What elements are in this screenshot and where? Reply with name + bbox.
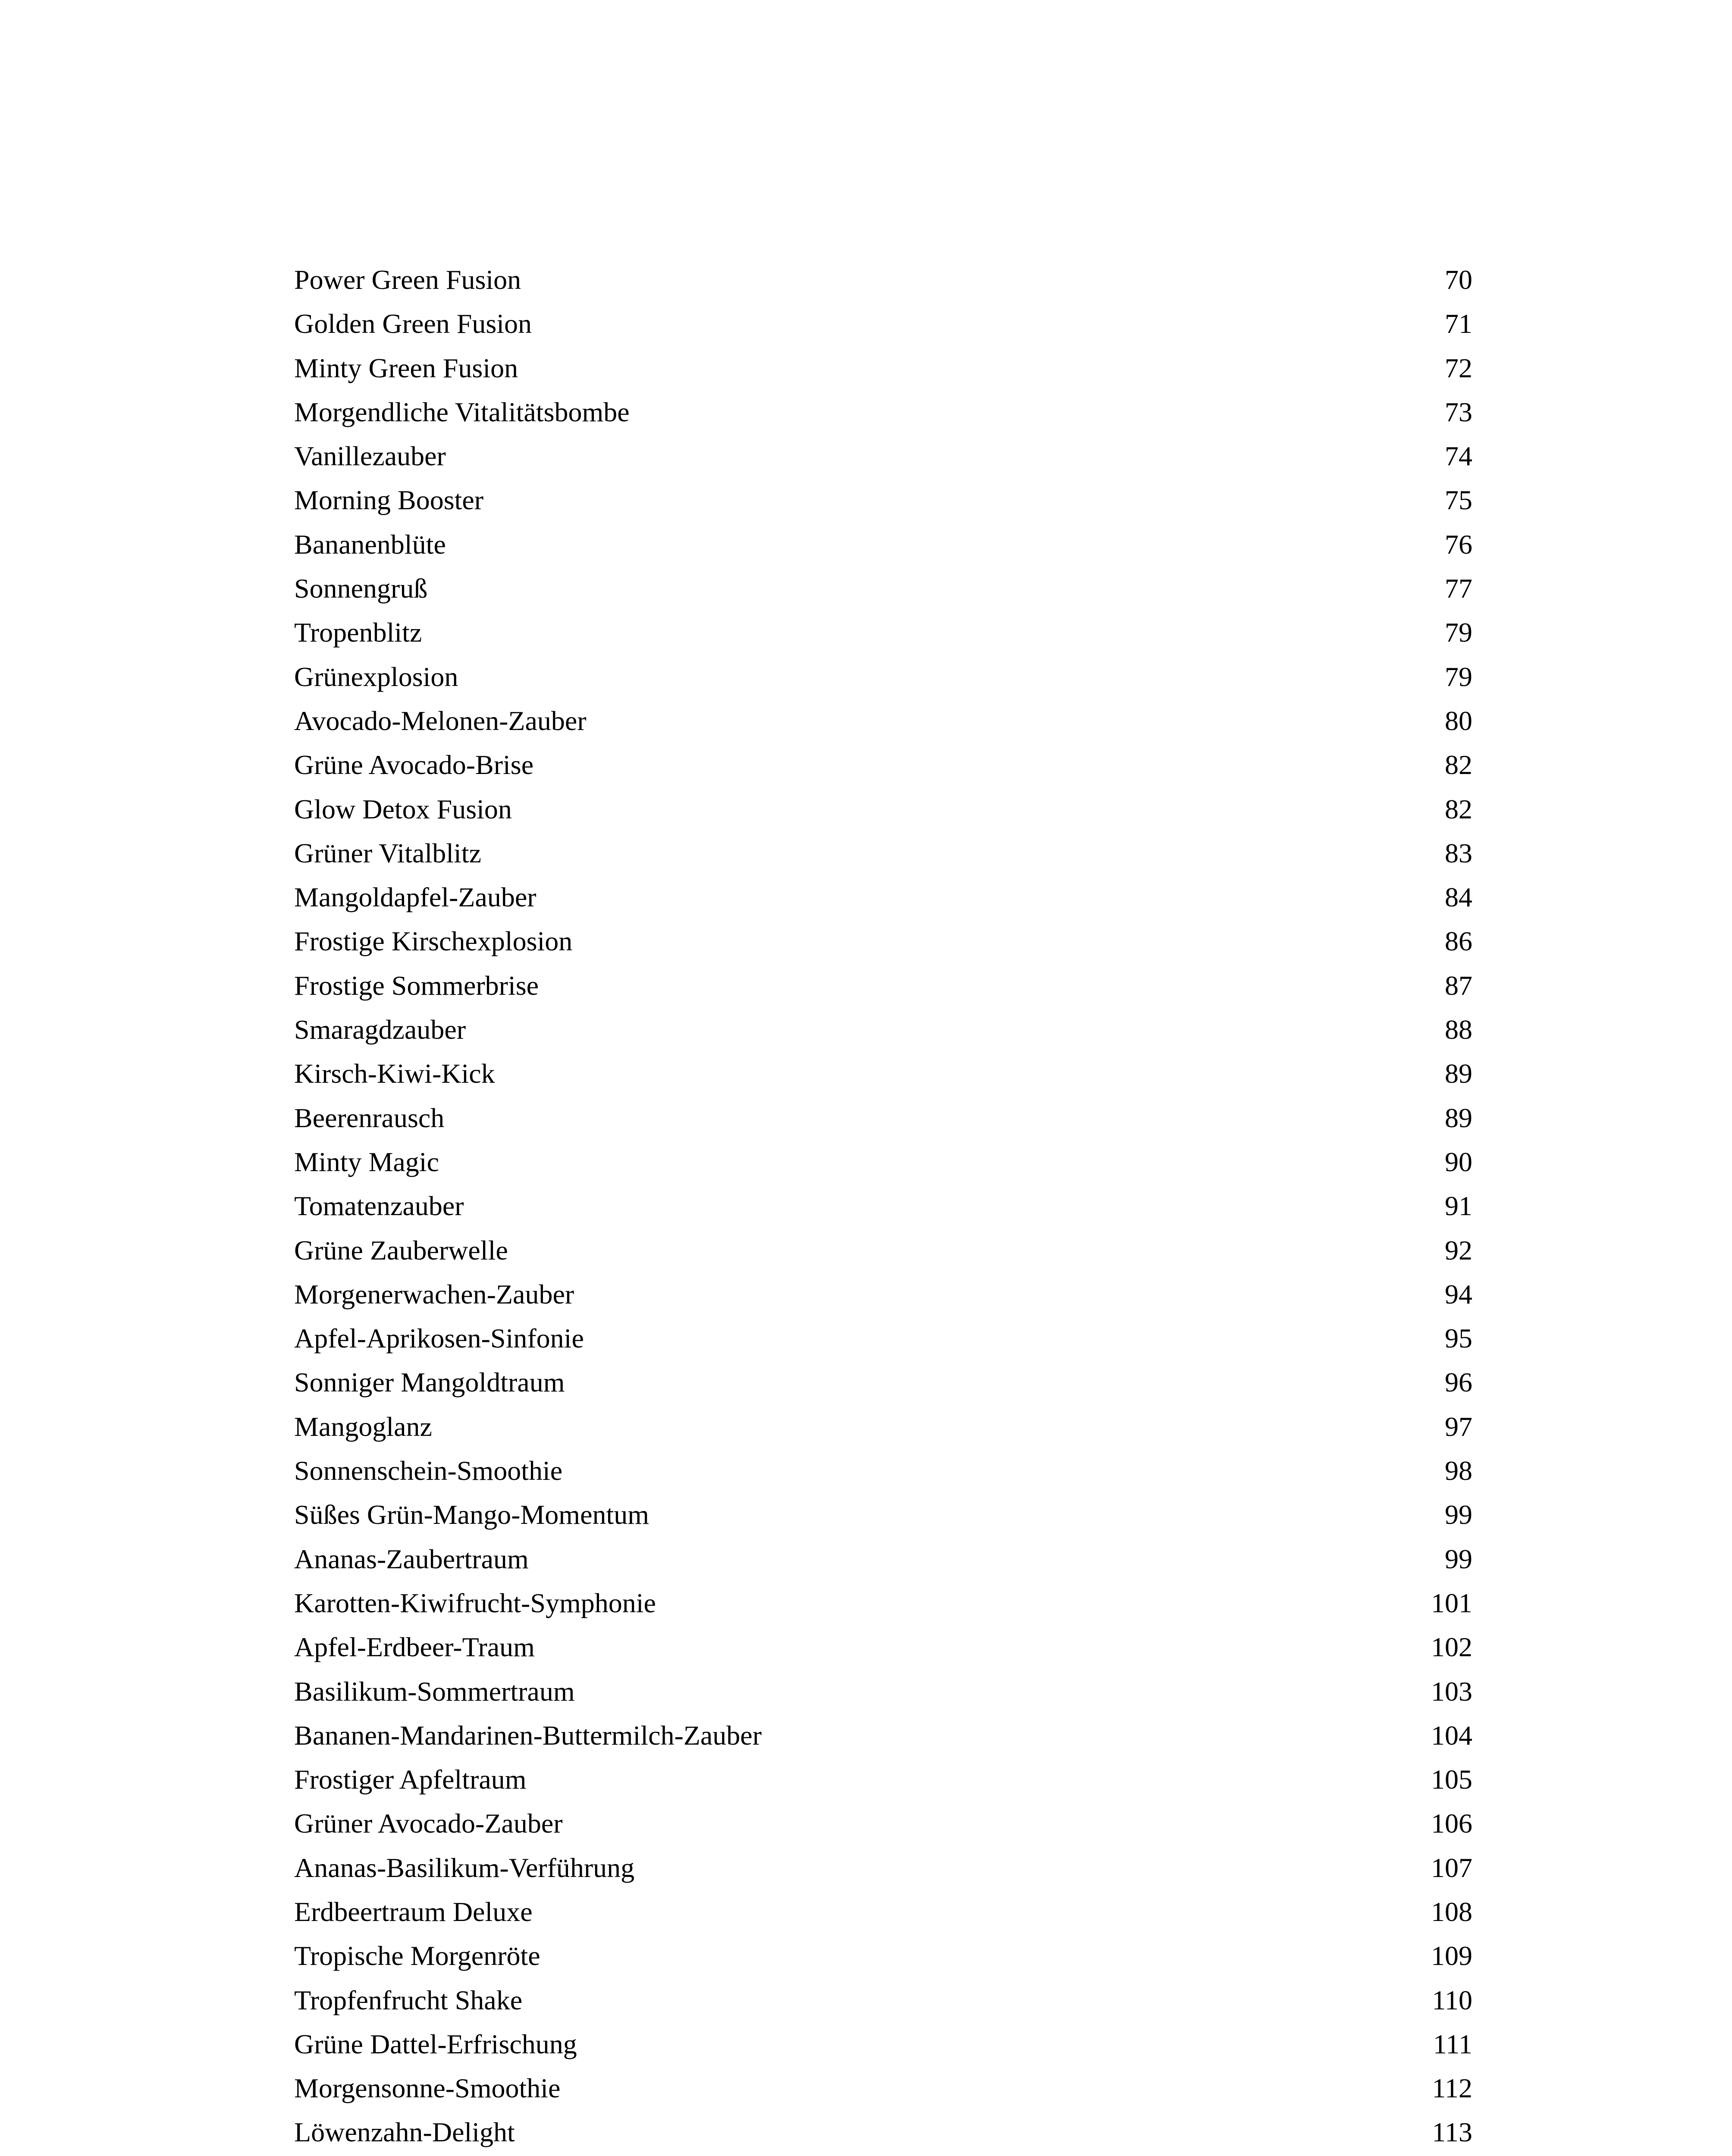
toc-entry-title: Avocado-Melonen-Zauber bbox=[294, 705, 587, 736]
toc-entry-title: Löwenzahn-Delight bbox=[294, 2117, 515, 2148]
toc-entry-page: 75 bbox=[1445, 485, 1472, 516]
toc-entry bbox=[294, 1228, 1472, 1272]
toc-entry-page: 87 bbox=[1445, 970, 1472, 1001]
toc-entry bbox=[294, 2066, 1472, 2110]
toc-entry bbox=[294, 1140, 1472, 1184]
toc-entry-page: 80 bbox=[1445, 705, 1472, 736]
toc-entry bbox=[294, 1846, 1472, 1890]
toc-entry bbox=[294, 2022, 1472, 2066]
toc-entry bbox=[294, 1449, 1472, 1493]
toc-entry-title: Basilikum-Sommertraum bbox=[294, 1676, 575, 1707]
toc-entry-page: 82 bbox=[1445, 749, 1472, 780]
toc-entry-page: 89 bbox=[1445, 1058, 1472, 1089]
toc-entry-page: 107 bbox=[1431, 1852, 1472, 1883]
toc-entry bbox=[294, 1316, 1472, 1360]
toc-entry-title: Apfel-Erdbeer-Traum bbox=[294, 1632, 535, 1663]
toc-entry-page: 96 bbox=[1445, 1367, 1472, 1398]
toc-entry bbox=[294, 1670, 1472, 1714]
toc-entry-page: 70 bbox=[1445, 264, 1472, 295]
toc-entry-page: 105 bbox=[1431, 1764, 1472, 1795]
toc-entry bbox=[294, 875, 1472, 919]
toc-entry bbox=[294, 655, 1472, 699]
toc-entry bbox=[294, 1096, 1472, 1140]
toc-entry-page: 95 bbox=[1445, 1323, 1472, 1354]
toc-entry-title: Tropfenfrucht Shake bbox=[294, 1984, 523, 2015]
toc-entry bbox=[294, 743, 1472, 787]
toc-entry-title: Smaragdzauber bbox=[294, 1014, 466, 1045]
toc-entry-page: 111 bbox=[1433, 2028, 1472, 2059]
toc-entry bbox=[294, 787, 1472, 831]
toc-entry bbox=[294, 1360, 1472, 1404]
toc-entry-page: 83 bbox=[1445, 837, 1472, 868]
toc-entry bbox=[294, 831, 1472, 875]
toc-entry bbox=[294, 1581, 1472, 1625]
toc-entry-title: Frostige Kirschexplosion bbox=[294, 926, 573, 957]
toc-entry-page: 106 bbox=[1431, 1808, 1472, 1839]
toc-entry bbox=[294, 523, 1472, 567]
toc-entry bbox=[294, 434, 1472, 478]
toc-entry-title: Vanillezauber bbox=[294, 441, 446, 472]
toc-entry-page: 89 bbox=[1445, 1102, 1472, 1133]
toc-entry-title: Ananas-Zaubertraum bbox=[294, 1543, 529, 1574]
toc-entry-title: Morgendliche Vitalitätsbombe bbox=[294, 396, 630, 427]
toc-entry bbox=[294, 919, 1472, 963]
toc-entry-page: 98 bbox=[1445, 1455, 1472, 1486]
toc-entry-title: Power Green Fusion bbox=[294, 264, 521, 295]
toc-entry bbox=[294, 567, 1472, 611]
toc-entry bbox=[294, 2110, 1472, 2154]
toc-entry bbox=[294, 1008, 1472, 1052]
toc-entry bbox=[294, 478, 1472, 522]
toc-entry-title: Minty Magic bbox=[294, 1146, 439, 1177]
toc-entry bbox=[294, 1405, 1472, 1449]
toc-entry-page: 88 bbox=[1445, 1014, 1472, 1045]
toc-entry-page: 101 bbox=[1431, 1587, 1472, 1618]
toc-entry-page: 79 bbox=[1445, 617, 1472, 648]
toc-entry-title: Mangoldapfel-Zauber bbox=[294, 882, 537, 913]
toc-entry-title: Minty Green Fusion bbox=[294, 352, 518, 383]
toc-entry bbox=[294, 1802, 1472, 1846]
toc-entry-title: Karotten-Kiwifrucht-Symphonie bbox=[294, 1587, 656, 1618]
toc-entry-page: 97 bbox=[1445, 1411, 1472, 1442]
toc-entry bbox=[294, 1890, 1472, 1934]
toc-entry-title: Grüner Avocado-Zauber bbox=[294, 1808, 563, 1839]
toc-entry-page: 91 bbox=[1445, 1191, 1472, 1222]
toc-entry-page: 71 bbox=[1445, 308, 1472, 339]
toc-entry-title: Süßes Grün-Mango-Momentum bbox=[294, 1499, 650, 1530]
toc-entry bbox=[294, 1625, 1472, 1669]
toc-entry-page: 103 bbox=[1431, 1676, 1472, 1707]
toc-entry-title: Bananenblüte bbox=[294, 529, 446, 560]
toc-entry-page: 113 bbox=[1432, 2117, 1472, 2148]
toc-entry-title: Grüner Vitalblitz bbox=[294, 837, 481, 868]
toc-entry-title: Morgensonne-Smoothie bbox=[294, 2073, 561, 2104]
toc-entry bbox=[294, 1184, 1472, 1228]
toc-entry-page: 108 bbox=[1431, 1896, 1472, 1927]
toc-entry-title: Glow Detox Fusion bbox=[294, 793, 512, 824]
toc-entry bbox=[294, 1272, 1472, 1316]
toc-entry-title: Frostige Sommerbrise bbox=[294, 970, 539, 1001]
toc-entry-page: 72 bbox=[1445, 352, 1472, 383]
toc-entry-page: 77 bbox=[1445, 573, 1472, 604]
toc-entry bbox=[294, 1493, 1472, 1537]
toc-entry-page: 99 bbox=[1445, 1543, 1472, 1574]
toc-entry-title: Tomatenzauber bbox=[294, 1191, 464, 1222]
toc-entry-page: 73 bbox=[1445, 396, 1472, 427]
table-of-contents bbox=[294, 258, 1472, 2156]
toc-entry-page: 110 bbox=[1432, 1984, 1472, 2015]
toc-entry bbox=[294, 1537, 1472, 1581]
toc-entry bbox=[294, 1978, 1472, 2022]
toc-entry-title: Erdbeertraum Deluxe bbox=[294, 1896, 533, 1927]
toc-entry-page: 99 bbox=[1445, 1499, 1472, 1530]
toc-entry-page: 76 bbox=[1445, 529, 1472, 560]
toc-entry-title: Golden Green Fusion bbox=[294, 308, 532, 339]
toc-entry-title: Morgenerwachen-Zauber bbox=[294, 1279, 574, 1310]
toc-entry-page: 82 bbox=[1445, 793, 1472, 824]
toc-entry bbox=[294, 1052, 1472, 1096]
toc-entry-title: Apfel-Aprikosen-Sinfonie bbox=[294, 1323, 584, 1354]
toc-entry bbox=[294, 346, 1472, 390]
toc-entry-title: Grüne Dattel-Erfrischung bbox=[294, 2028, 577, 2059]
toc-entry-title: Sonnengruß bbox=[294, 573, 428, 604]
toc-entry bbox=[294, 611, 1472, 655]
toc-entry-title: Tropische Morgenröte bbox=[294, 1940, 540, 1971]
toc-entry bbox=[294, 258, 1472, 302]
toc-entry-page: 94 bbox=[1445, 1279, 1472, 1310]
toc-entry-title: Grünexplosion bbox=[294, 661, 458, 692]
toc-entry bbox=[294, 1758, 1472, 1802]
toc-entry-page: 104 bbox=[1431, 1720, 1472, 1751]
toc-entry bbox=[294, 1714, 1472, 1758]
toc-entry-title: Frostiger Apfeltraum bbox=[294, 1764, 527, 1795]
toc-entry-title: Grüne Zauberwelle bbox=[294, 1235, 508, 1266]
toc-entry bbox=[294, 1934, 1472, 1978]
toc-entry-title: Mangoglanz bbox=[294, 1411, 432, 1442]
toc-entry-page: 102 bbox=[1431, 1632, 1472, 1663]
toc-entry-page: 92 bbox=[1445, 1235, 1472, 1266]
toc-entry-title: Sonniger Mangoldtraum bbox=[294, 1367, 565, 1398]
toc-entry-page: 86 bbox=[1445, 926, 1472, 957]
toc-entry-page: 74 bbox=[1445, 441, 1472, 472]
toc-entry bbox=[294, 302, 1472, 346]
toc-entry-title: Beerenrausch bbox=[294, 1102, 445, 1133]
toc-entry bbox=[294, 964, 1472, 1008]
toc-entry-title: Morning Booster bbox=[294, 485, 484, 516]
toc-entry-page: 112 bbox=[1432, 2073, 1472, 2104]
toc-entry-page: 109 bbox=[1431, 1940, 1472, 1971]
toc-entry-title: Tropenblitz bbox=[294, 617, 422, 648]
toc-entry bbox=[294, 390, 1472, 434]
toc-entry-title: Sonnenschein-Smoothie bbox=[294, 1455, 563, 1486]
toc-entry-title: Grüne Avocado-Brise bbox=[294, 749, 534, 780]
toc-entry bbox=[294, 699, 1472, 743]
toc-entry-page: 90 bbox=[1445, 1146, 1472, 1177]
toc-entry-title: Kirsch-Kiwi-Kick bbox=[294, 1058, 495, 1089]
toc-entry-page: 84 bbox=[1445, 882, 1472, 913]
toc-entry-page: 79 bbox=[1445, 661, 1472, 692]
toc-entry-title: Bananen-Mandarinen-Buttermilch-Zauber bbox=[294, 1720, 762, 1751]
toc-entry-title: Ananas-Basilikum-Verführung bbox=[294, 1852, 635, 1883]
